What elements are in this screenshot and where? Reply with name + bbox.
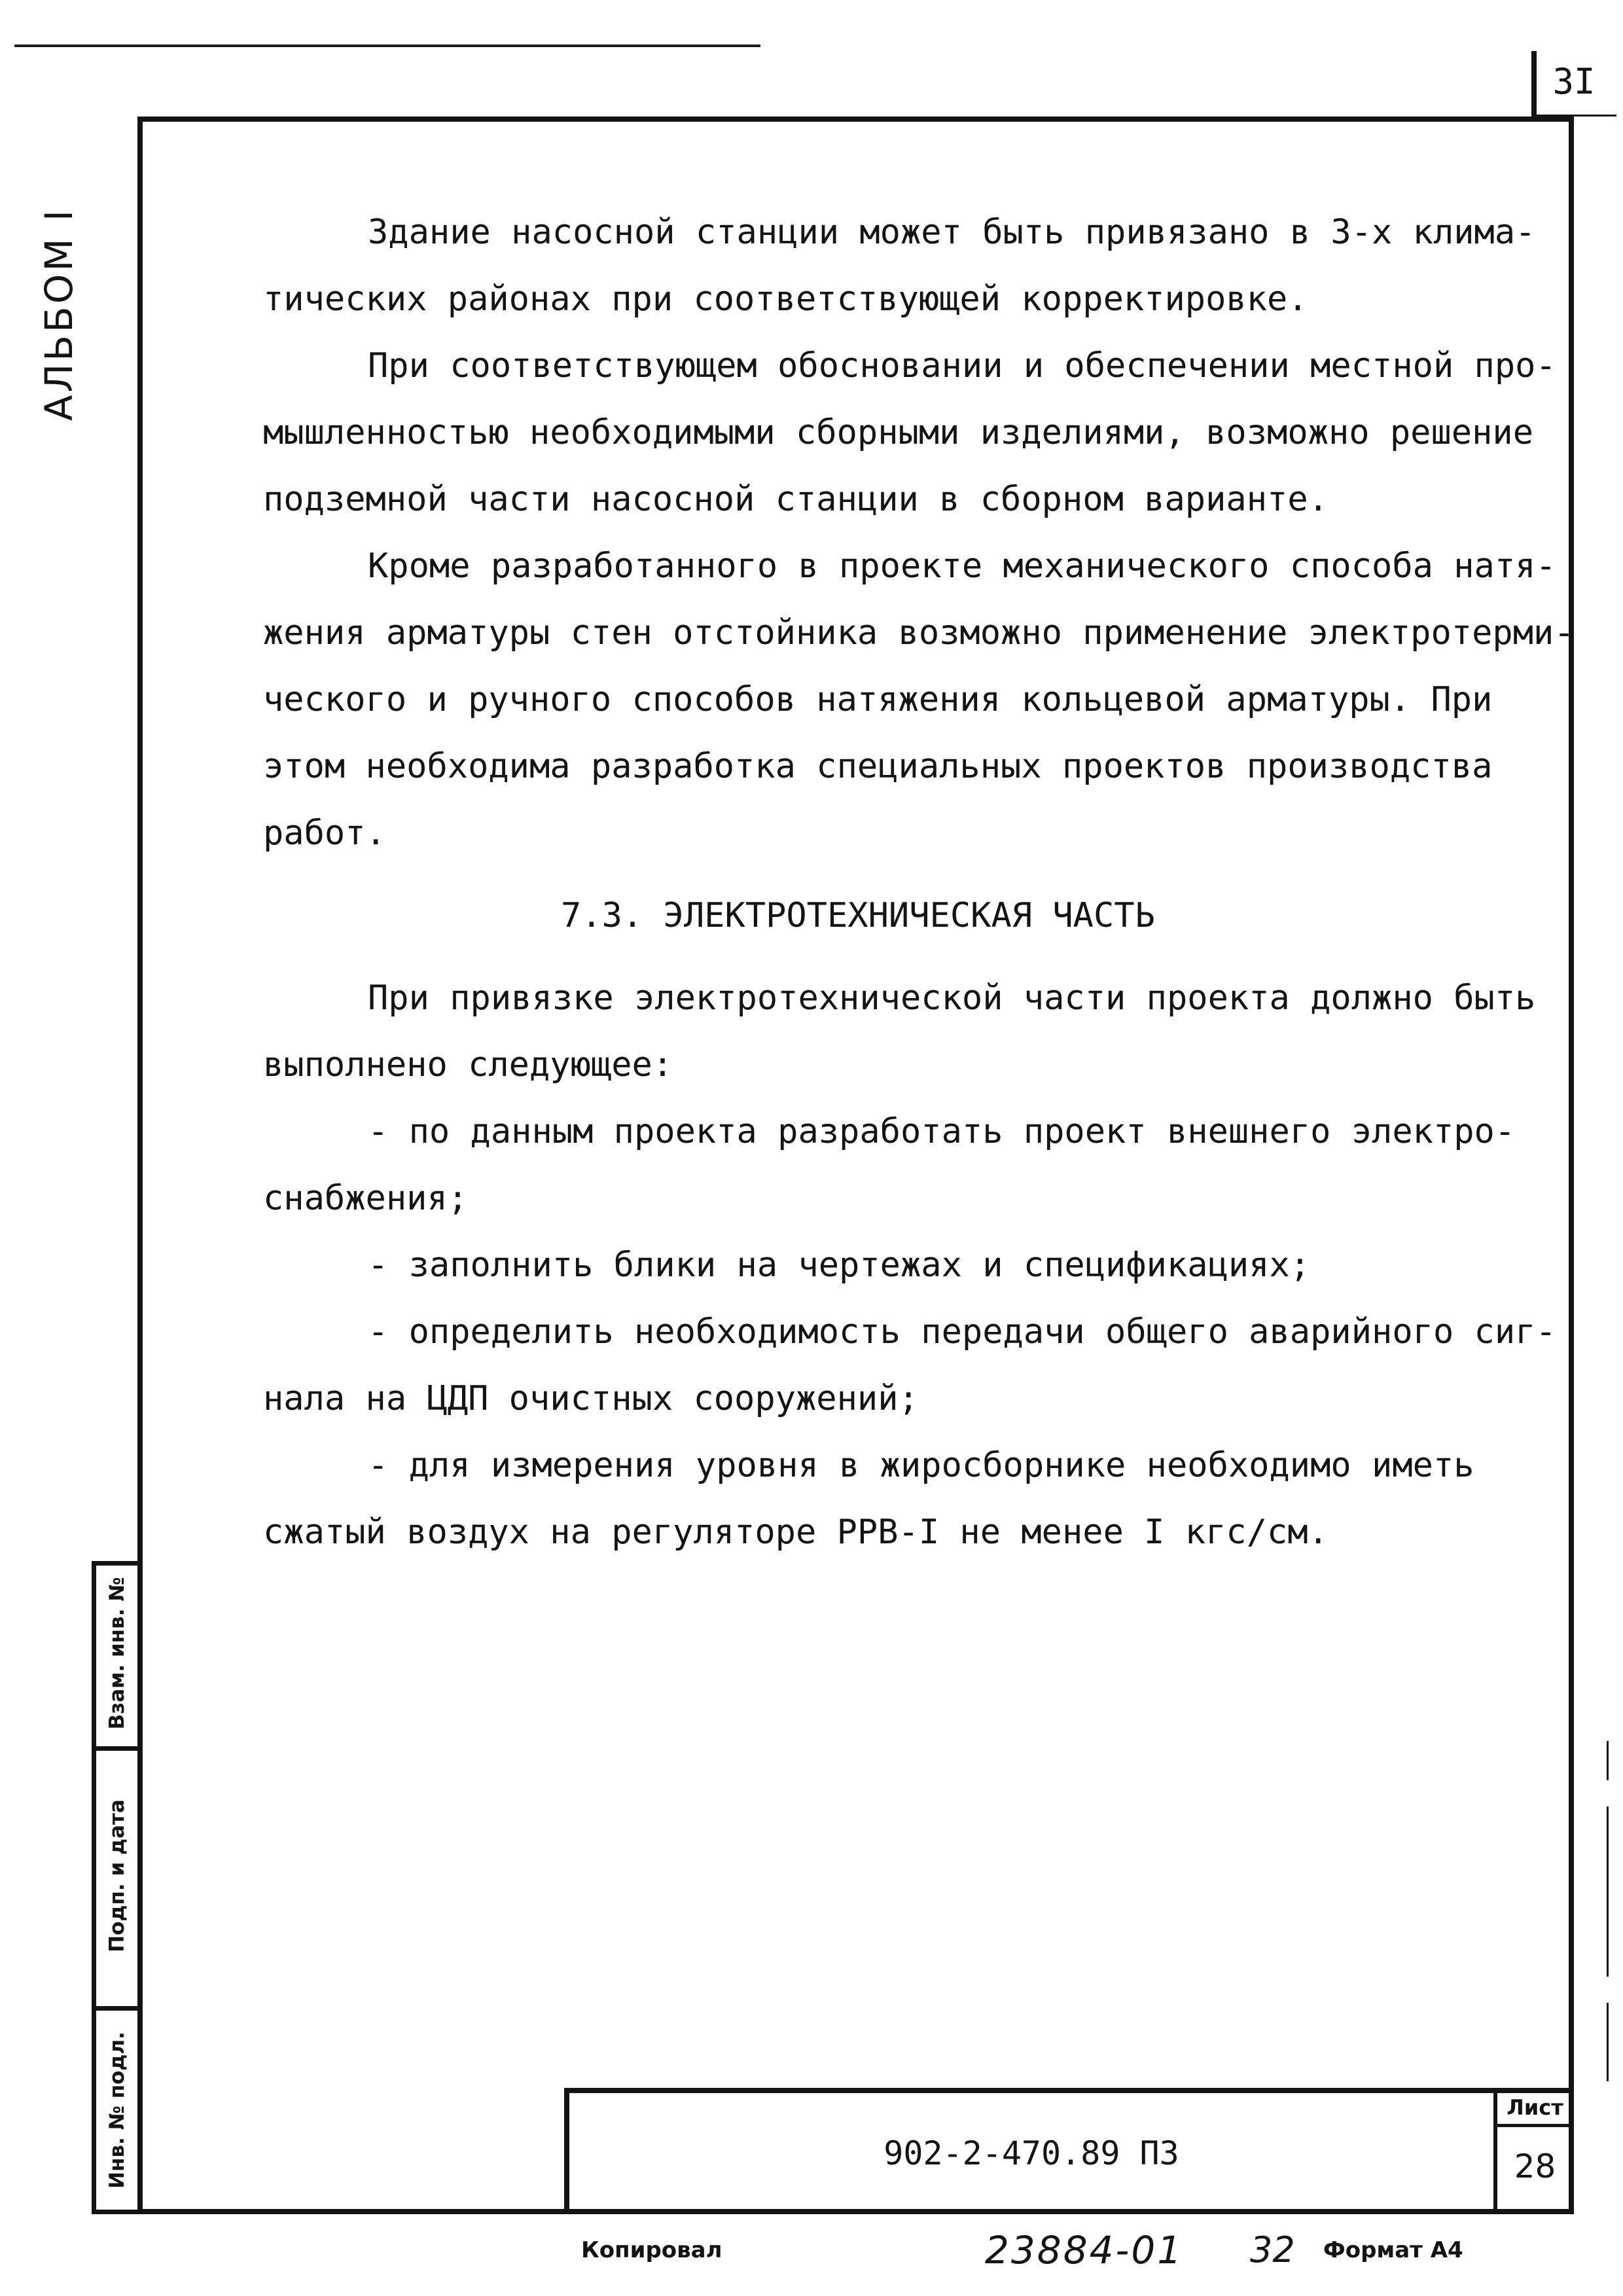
text-line: этом необходима разработка специальных проектов производства bbox=[263, 747, 1493, 786]
document-code: 902-2-470.89 ПЗ bbox=[883, 2134, 1179, 2172]
list-item: снабжения; bbox=[263, 1179, 469, 1218]
text-line: Кроме разработанного в проекте механического способа натя- bbox=[368, 547, 1556, 586]
text-line: мышленностью необходимыми сборными изделиями, возможно решение bbox=[263, 413, 1534, 452]
replacement-inv-label: Взам. инв. № bbox=[105, 1577, 129, 1730]
scan-mark bbox=[1607, 1806, 1609, 1977]
signature-date-label: Подп. и дата bbox=[105, 1799, 129, 1952]
list-item: нала на ЦДП очистных сооружений; bbox=[263, 1379, 919, 1418]
text-line: подземной части насосной станции в сборном варианте. bbox=[263, 480, 1329, 519]
format-label: Формат А4 bbox=[1323, 2237, 1463, 2263]
copied-label: Копировал bbox=[581, 2237, 722, 2263]
list-item: - заполнить блики на чертежах и спецификациях; bbox=[368, 1246, 1311, 1285]
scan-mark bbox=[1607, 1741, 1609, 1780]
text-line: При соответствующем обосновании и обеспечении местной про- bbox=[368, 346, 1556, 386]
text-line: При привязке электротехнической части проекта должно быть bbox=[368, 978, 1536, 1018]
list-item: сжатый воздух на регуляторе РРВ-I не менее I кгс/см. bbox=[263, 1513, 1329, 1552]
list-item: - по данным проекта разработать проект внешнего электро- bbox=[368, 1112, 1516, 1151]
album-label: АЛЬБОМ I bbox=[37, 207, 81, 422]
text-line: Здание насосной станции может быть привязано в 3-х клима- bbox=[368, 213, 1536, 252]
section-heading: 7.3. ЭЛЕКТРОТЕХНИЧЕСКАЯ ЧАСТЬ bbox=[561, 896, 1155, 935]
document-body bbox=[263, 199, 1575, 1566]
sheet-cell-divider bbox=[1493, 2124, 1574, 2127]
top-rule bbox=[14, 45, 760, 47]
sheet-number: 28 bbox=[1514, 2147, 1556, 2185]
side-stamp-divider bbox=[92, 2006, 143, 2011]
list-item: - для измерения уровня в жиросборнике необходимо иметь bbox=[368, 1446, 1474, 1485]
side-stamp-divider bbox=[92, 1746, 143, 1751]
scan-mark bbox=[1607, 2003, 1609, 2081]
inv-no-original-label: Инв. № подл. bbox=[105, 2032, 129, 2189]
list-item: - определить необходимость передачи общего аварийного сиг- bbox=[368, 1312, 1556, 1352]
page-number: 3I bbox=[1552, 61, 1596, 102]
handwritten-number: 23884-01 bbox=[985, 2228, 1184, 2272]
text-line: жения арматуры стен отстойника возможно применение электротерми- bbox=[263, 613, 1575, 653]
text-line: работ. bbox=[263, 814, 386, 853]
handwritten-sheet: 32 bbox=[1250, 2229, 1295, 2270]
text-line: ческого и ручного способов натяжения кольцевой арматуры. При bbox=[263, 680, 1493, 719]
text-line: выполнено следующее: bbox=[263, 1045, 673, 1085]
sheet-label: Лист bbox=[1507, 2095, 1563, 2120]
text-line: тических районах при соответствующей корректировке. bbox=[263, 279, 1308, 319]
